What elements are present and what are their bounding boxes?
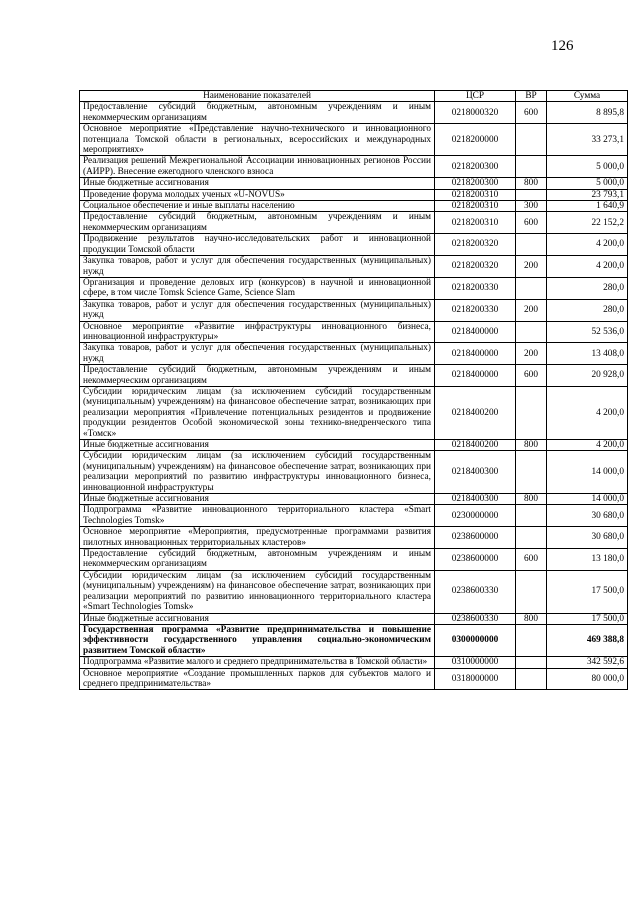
row-name-cell: Основное мероприятие «Развитие инфраструктуры инновационного бизнеса, инновационной инфраструктуры» [80, 321, 435, 343]
row-sum-cell: 8 895,8 [547, 102, 628, 124]
row-name-cell: Иные бюджетные ассигнования [80, 494, 435, 505]
table-row [80, 494, 628, 505]
row-name-cell: Подпрограмма «Развитие инновационного территориального кластера «Smart Technologies Tomsk» [80, 505, 435, 527]
row-name-cell: Социальное обеспечение и иные выплаты населению [80, 201, 435, 212]
table-row [80, 234, 628, 256]
row-vr-cell: 200 [516, 256, 547, 278]
row-sum-cell: 1 640,9 [547, 201, 628, 212]
row-name-cell: Основное мероприятие «Мероприятия, предусмотренные программами развития пилотных инновационных территориальных кластеров» [80, 527, 435, 549]
row-name-cell: Иные бюджетные ассигнования [80, 178, 435, 189]
row-csr-cell: 0218400000 [435, 343, 516, 365]
row-csr-cell: 0300000000 [435, 624, 516, 656]
row-name-cell: Государственная программа «Развитие предпринимательства и повышение эффективности государственного управления социально-экономическим развитием Томской области» [80, 624, 435, 656]
row-vr-cell: 600 [516, 102, 547, 124]
row-vr-cell: 600 [516, 212, 547, 234]
row-sum-cell: 280,0 [547, 277, 628, 299]
row-vr-cell [516, 321, 547, 343]
budget-table [79, 90, 628, 690]
row-csr-cell: 0230000000 [435, 505, 516, 527]
row-name-cell: Реализация решений Межрегиональной Ассоциации инновационных регионов России (АИРР). Внесение ежегодного членского взноса [80, 156, 435, 178]
row-csr-cell: 0218200300 [435, 178, 516, 189]
row-csr-cell: 0218400000 [435, 365, 516, 387]
page-number: 126 [551, 38, 574, 54]
row-sum-cell: 14 000,0 [547, 494, 628, 505]
header-sum: Сумма [547, 91, 628, 102]
table-row [80, 299, 628, 321]
row-sum-cell: 280,0 [547, 299, 628, 321]
row-vr-cell [516, 624, 547, 656]
row-name-cell: Субсидии юридическим лицам (за исключением субсидий государственным (муниципальным) учреждениям) на финансовое обеспечение затрат, возникающих при реализации мероприятий по развитию инфраструктуры инновационного бизнеса, инновационной инфраструктуры [80, 451, 435, 494]
row-csr-cell: 0318000000 [435, 668, 516, 690]
row-name-cell: Организация и проведение деловых игр (конкурсов) в научной и инновационной сфере, в том числе Tomsk Science Game, Science Slam [80, 277, 435, 299]
row-vr-cell [516, 189, 547, 200]
row-name-cell: Проведение форума молодых ученых «U-NOVUS» [80, 189, 435, 200]
row-vr-cell: 200 [516, 299, 547, 321]
table-row [80, 189, 628, 200]
table-row [80, 102, 628, 124]
row-csr-cell: 0218200000 [435, 124, 516, 156]
row-sum-cell: 20 928,0 [547, 365, 628, 387]
table-row [80, 201, 628, 212]
row-vr-cell [516, 505, 547, 527]
row-vr-cell [516, 668, 547, 690]
table-row [80, 178, 628, 189]
row-vr-cell [516, 277, 547, 299]
table-row [80, 386, 628, 439]
table-row [80, 549, 628, 571]
table-row [80, 321, 628, 343]
row-csr-cell: 0238600330 [435, 613, 516, 624]
row-vr-cell [516, 657, 547, 668]
row-name-cell: Закупка товаров, работ и услуг для обеспечения государственных (муниципальных) нужд [80, 299, 435, 321]
row-sum-cell: 4 200,0 [547, 256, 628, 278]
row-sum-cell: 80 000,0 [547, 668, 628, 690]
table-row [80, 343, 628, 365]
table-row [80, 505, 628, 527]
table-row [80, 256, 628, 278]
row-name-cell: Закупка товаров, работ и услуг для обеспечения государственных (муниципальных) нужд [80, 256, 435, 278]
row-csr-cell: 0238600000 [435, 527, 516, 549]
table-header-row [80, 91, 628, 102]
row-csr-cell: 0218000320 [435, 102, 516, 124]
row-name-cell: Предоставление субсидий бюджетным, автономным учреждениям и иным некоммерческим организациям [80, 212, 435, 234]
table-row [80, 277, 628, 299]
row-vr-cell: 600 [516, 365, 547, 387]
row-name-cell: Предоставление субсидий бюджетным, автономным учреждениям и иным некоммерческим организациям [80, 365, 435, 387]
row-sum-cell: 14 000,0 [547, 451, 628, 494]
table-row [80, 570, 628, 613]
row-name-cell: Иные бюджетные ассигнования [80, 440, 435, 451]
row-csr-cell: 0218200310 [435, 201, 516, 212]
row-sum-cell: 342 592,6 [547, 657, 628, 668]
row-name-cell: Закупка товаров, работ и услуг для обеспечения государственных (муниципальных) нужд [80, 343, 435, 365]
row-sum-cell: 17 500,0 [547, 613, 628, 624]
row-name-cell: Основное мероприятие «Представление научно-технического и инновационного потенциала Томской области в региональных, всероссийских и международных мероприятиях» [80, 124, 435, 156]
row-vr-cell [516, 386, 547, 439]
row-csr-cell: 0218200310 [435, 189, 516, 200]
row-name-cell: Предоставление субсидий бюджетным, автономным учреждениям и иным некоммерческим организациям [80, 102, 435, 124]
row-vr-cell [516, 451, 547, 494]
row-vr-cell: 800 [516, 613, 547, 624]
row-csr-cell: 0218200330 [435, 277, 516, 299]
row-csr-cell: 0218400200 [435, 440, 516, 451]
row-name-cell: Субсидии юридическим лицам (за исключением субсидий государственным (муниципальным) учреждениям) на финансовое обеспечение затрат, возникающих при реализации мероприятий по развитию инновационного территориального кластера «Smart Technologies Tomsk» [80, 570, 435, 613]
row-vr-cell [516, 124, 547, 156]
table-row [80, 124, 628, 156]
table-row [80, 440, 628, 451]
row-sum-cell: 30 680,0 [547, 505, 628, 527]
table-row [80, 657, 628, 668]
row-csr-cell: 0218200320 [435, 234, 516, 256]
row-sum-cell: 33 273,1 [547, 124, 628, 156]
header-csr: ЦСР [435, 91, 516, 102]
row-csr-cell: 0218400200 [435, 386, 516, 439]
row-sum-cell: 30 680,0 [547, 527, 628, 549]
row-sum-cell: 52 536,0 [547, 321, 628, 343]
row-csr-cell: 0218200330 [435, 299, 516, 321]
row-sum-cell: 4 200,0 [547, 386, 628, 439]
header-vr: ВР [516, 91, 547, 102]
row-name-cell: Иные бюджетные ассигнования [80, 613, 435, 624]
row-csr-cell: 0218200310 [435, 212, 516, 234]
row-vr-cell: 600 [516, 549, 547, 571]
table-body [80, 102, 628, 690]
row-name-cell: Основное мероприятие «Создание промышленных парков для субъектов малого и среднего предпринимательства» [80, 668, 435, 690]
row-vr-cell: 800 [516, 494, 547, 505]
row-sum-cell: 5 000,0 [547, 178, 628, 189]
table-row [80, 668, 628, 690]
table-row [80, 365, 628, 387]
table-row [80, 451, 628, 494]
row-vr-cell [516, 234, 547, 256]
table-row [80, 527, 628, 549]
table-row [80, 212, 628, 234]
table-row [80, 613, 628, 624]
row-csr-cell: 0310000000 [435, 657, 516, 668]
row-sum-cell: 22 152,2 [547, 212, 628, 234]
row-sum-cell: 5 000,0 [547, 156, 628, 178]
row-vr-cell [516, 570, 547, 613]
row-csr-cell: 0218200300 [435, 156, 516, 178]
row-csr-cell: 0218400300 [435, 451, 516, 494]
row-name-cell: Предоставление субсидий бюджетным, автономным учреждениям и иным некоммерческим организациям [80, 549, 435, 571]
row-name-cell: Продвижение результатов научно-исследовательских работ и инновационной продукции Томской области [80, 234, 435, 256]
row-vr-cell: 300 [516, 201, 547, 212]
row-csr-cell: 0238600330 [435, 570, 516, 613]
row-vr-cell [516, 156, 547, 178]
row-csr-cell: 0238600000 [435, 549, 516, 571]
header-name: Наименование показателей [80, 91, 435, 102]
row-vr-cell: 800 [516, 440, 547, 451]
row-vr-cell [516, 527, 547, 549]
row-vr-cell: 200 [516, 343, 547, 365]
table-row [80, 156, 628, 178]
row-csr-cell: 0218200320 [435, 256, 516, 278]
row-sum-cell: 13 408,0 [547, 343, 628, 365]
row-sum-cell: 13 180,0 [547, 549, 628, 571]
row-sum-cell: 469 388,8 [547, 624, 628, 656]
table-row [80, 624, 628, 656]
row-vr-cell: 800 [516, 178, 547, 189]
row-name-cell: Субсидии юридическим лицам (за исключением субсидий государственным (муниципальным) учреждениям) на финансовое обеспечение затрат, возникающих при реализации мероприятия «Привлечение потенциальных резидентов и продвижение продукции резидентов Особой экономической зоны технико-внедренческого типа «Томск» [80, 386, 435, 439]
row-sum-cell: 17 500,0 [547, 570, 628, 613]
row-sum-cell: 4 200,0 [547, 234, 628, 256]
row-sum-cell: 4 200,0 [547, 440, 628, 451]
row-name-cell: Подпрограмма «Развитие малого и среднего предпринимательства в Томской области» [80, 657, 435, 668]
row-csr-cell: 0218400000 [435, 321, 516, 343]
row-csr-cell: 0218400300 [435, 494, 516, 505]
row-sum-cell: 23 793,1 [547, 189, 628, 200]
